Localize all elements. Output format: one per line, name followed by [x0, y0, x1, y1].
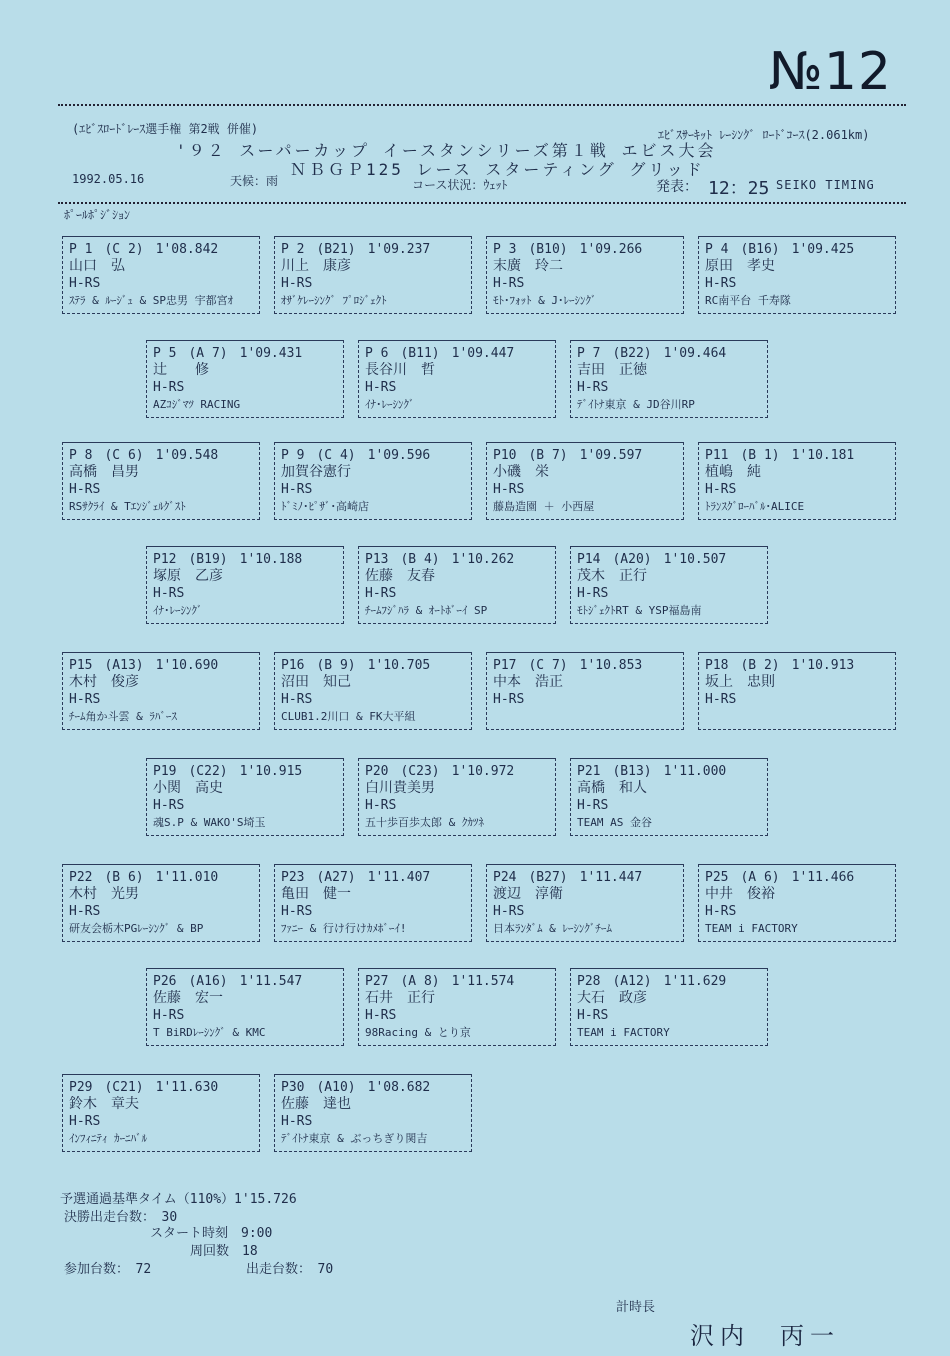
machine-class: H-RS	[69, 904, 101, 919]
grid-slot	[146, 340, 344, 418]
team-name: AZｺｼﾞﾏﾂ RACING	[153, 398, 241, 411]
rider-name: 末廣 玲二	[493, 258, 563, 274]
team-name: 研友会栃木PGﾚｰｼﾝｸﾞ & BP	[69, 922, 204, 935]
team-name: ﾄﾞﾐﾉ･ﾋﾟｻﾞ･高崎店	[281, 500, 369, 513]
grid-slot-header	[281, 447, 465, 464]
header-bottom-border	[58, 202, 906, 210]
announce-label: 発表：	[656, 179, 698, 195]
grid-slot-header	[153, 345, 337, 362]
grid-slot-header	[153, 973, 337, 990]
lap-time: 1'09.237	[367, 242, 431, 257]
grid-slot	[570, 546, 768, 624]
machine-class: H-RS	[705, 482, 737, 497]
lap-time: 1'09.597	[579, 448, 643, 463]
series-note: (ｴﾋﾞｽﾛｰﾄﾞﾚｰｽ選手権 第2戦 併催)	[72, 122, 259, 136]
grid-position: P25	[705, 870, 729, 885]
grid-position: P18	[705, 658, 729, 673]
machine-class: H-RS	[577, 380, 609, 395]
grid-position: P21	[577, 764, 601, 779]
grid-slot	[358, 546, 556, 624]
car-number: (B21)	[316, 242, 356, 257]
team-name: ﾁｰﾑﾌｼﾞﾊﾗ & ｵｰﾄﾎﾞｰｲ SP	[365, 604, 488, 617]
top-border	[58, 104, 906, 112]
lap-time: 1'09.548	[155, 448, 219, 463]
grid-slot	[274, 864, 472, 942]
rider-name: 山口 弘	[69, 258, 125, 274]
grid-slot-header	[153, 763, 337, 780]
grid-slot	[62, 442, 260, 520]
official-label: 計時長	[616, 1300, 656, 1315]
team-name: ﾄﾗﾝｽｸﾞﾛｰﾊﾞﾙ･ALICE	[705, 500, 805, 513]
car-number: (B 7)	[528, 448, 568, 463]
grid-slot	[486, 864, 684, 942]
rider-name: 原田 孝史	[705, 258, 775, 274]
rider-name: 茂木 正行	[577, 568, 647, 584]
lap-time: 1'10.181	[791, 448, 855, 463]
lap-time: 1'10.690	[155, 658, 219, 673]
car-number: (C 2)	[104, 242, 144, 257]
grid-slot-header	[705, 657, 889, 674]
grid-position: P11	[705, 448, 729, 463]
grid-slot	[698, 652, 896, 730]
timing-brand: SEIKO TIMING	[776, 178, 875, 192]
machine-class: H-RS	[281, 276, 313, 291]
grid-slot-header	[577, 345, 761, 362]
car-number: (B10)	[528, 242, 568, 257]
car-number: (A27)	[316, 870, 356, 885]
car-number: (A 6)	[740, 870, 780, 885]
grid-slot-header	[365, 551, 549, 568]
machine-class: H-RS	[281, 482, 313, 497]
rider-name: 吉田 正徳	[577, 362, 647, 378]
grid-slot-header	[365, 973, 549, 990]
grid-slot-header	[69, 657, 253, 674]
grid-slot	[62, 236, 260, 314]
machine-class: H-RS	[69, 276, 101, 291]
grid-slot	[570, 340, 768, 418]
lap-time: 1'09.266	[579, 242, 643, 257]
car-number: (B11)	[400, 346, 440, 361]
lap-time: 1'09.425	[791, 242, 855, 257]
lap-time: 1'10.705	[367, 658, 431, 673]
lap-time: 1'10.913	[791, 658, 855, 673]
machine-class: H-RS	[705, 276, 737, 291]
rider-name: 高橋 昌男	[69, 464, 139, 480]
rider-name: 佐藤 友春	[365, 568, 435, 584]
grid-position: P19	[153, 764, 177, 779]
machine-class: H-RS	[705, 904, 737, 919]
car-number: (C 6)	[104, 448, 144, 463]
grid-slot	[146, 546, 344, 624]
machine-class: H-RS	[365, 586, 397, 601]
machine-class: H-RS	[493, 482, 525, 497]
date: 1992.05.16	[72, 172, 145, 186]
rider-name: 植嶋 純	[705, 464, 761, 480]
rider-name: 白川貴美男	[365, 780, 435, 796]
car-number: (B 2)	[740, 658, 780, 673]
grid-slot-header	[69, 241, 253, 258]
machine-class: H-RS	[69, 482, 101, 497]
grid-slot-header	[493, 447, 677, 464]
grid-position: P 9	[281, 448, 305, 463]
pole-position-label: ﾎﾟｰﾙﾎﾟｼﾞｼｮﾝ	[64, 208, 131, 222]
lap-time: 1'08.682	[367, 1080, 431, 1095]
grid-slot-header	[493, 241, 677, 258]
lap-time: 1'11.407	[367, 870, 431, 885]
team-name: 日本ﾗﾝﾀﾞﾑ & ﾚｰｼﾝｸﾞﾁｰﾑ	[493, 922, 612, 935]
qualifying-cutoff: 予選通過基準タイム（110%）1'15.726	[60, 1192, 297, 1207]
machine-class: H-RS	[493, 276, 525, 291]
grid-slot	[62, 1074, 260, 1152]
rider-name: 長谷川 哲	[365, 362, 435, 378]
grid-position: P26	[153, 974, 177, 989]
car-number: (A20)	[612, 552, 652, 567]
lap-time: 1'08.842	[155, 242, 219, 257]
grid-position: P10	[493, 448, 517, 463]
team-name: ｲﾅ･ﾚｰｼﾝｸﾞ	[153, 604, 203, 617]
rider-name: 小磯 栄	[493, 464, 549, 480]
grid-slot	[62, 652, 260, 730]
lap-time: 1'09.596	[367, 448, 431, 463]
team-name: ﾃﾞｲﾄﾅ東京 & ぶっちぎり関吉	[281, 1132, 428, 1145]
machine-class: H-RS	[365, 798, 397, 813]
machine-class: H-RS	[281, 904, 313, 919]
document-number: №12	[768, 42, 892, 102]
grid-slot	[486, 236, 684, 314]
team-name: ｵｻﾞｹﾚｰｼﾝｸﾞ ﾌﾟﾛｼﾞｪｸﾄ	[281, 294, 387, 307]
grid-slot	[570, 968, 768, 1046]
machine-class: H-RS	[69, 692, 101, 707]
grid-slot	[358, 340, 556, 418]
machine-class: H-RS	[365, 1008, 397, 1023]
team-name: TEAM i FACTORY	[577, 1026, 670, 1039]
rider-name: 佐藤 達也	[281, 1096, 351, 1112]
grid-slot-header	[69, 869, 253, 886]
grid-slot	[486, 442, 684, 520]
car-number: (B27)	[528, 870, 568, 885]
grid-position: P 3	[493, 242, 517, 257]
grid-position: P20	[365, 764, 389, 779]
grid-slot-header	[493, 657, 677, 674]
lap-time: 1'10.853	[579, 658, 643, 673]
rider-name: 渡辺 淳衛	[493, 886, 563, 902]
team-name: RC南平台 千寿隊	[705, 294, 791, 307]
machine-class: H-RS	[577, 798, 609, 813]
grid-slot	[62, 864, 260, 942]
lap-time: 1'11.629	[663, 974, 727, 989]
grid-position: P13	[365, 552, 389, 567]
team-name: ﾁｰﾑ角か斗雲 & ﾗﾊﾞｰｽ	[69, 710, 177, 723]
lap-time: 1'11.630	[155, 1080, 219, 1095]
grid-position: P16	[281, 658, 305, 673]
team-name: ﾓﾄ･ﾌｫｯﾄ & J･ﾚｰｼﾝｸﾞ	[493, 294, 597, 307]
official-signature: 沢内 丙一	[690, 1322, 840, 1350]
team-name: ｲﾅ･ﾚｰｼﾝｸﾞ	[365, 398, 415, 411]
team-name: TEAM i FACTORY	[705, 922, 798, 935]
grid-position: P29	[69, 1080, 93, 1095]
grid-position: P30	[281, 1080, 305, 1095]
rider-name: 大石 政彦	[577, 990, 647, 1006]
car-number: (A13)	[104, 658, 144, 673]
machine-class: H-RS	[69, 1114, 101, 1129]
lap-time: 1'10.972	[451, 764, 515, 779]
car-number: (B16)	[740, 242, 780, 257]
weather: 天候：雨	[230, 174, 279, 188]
grid-position: P17	[493, 658, 517, 673]
lap-time: 1'11.466	[791, 870, 855, 885]
grid-slot-header	[281, 869, 465, 886]
grid-slot-header	[69, 1079, 253, 1096]
rider-name: 沼田 知己	[281, 674, 351, 690]
team-name: ﾌｧﾆｰ & 行け行けｶﾒﾎﾞｰｲ!	[281, 922, 407, 935]
circuit-note: ｴﾋﾞｽｻｰｷｯﾄ ﾚｰｼﾝｸﾞ ﾛｰﾄﾞｺｰｽ(2.061km)	[658, 128, 870, 142]
rider-name: 辻 修	[153, 362, 209, 378]
grid-slot	[698, 236, 896, 314]
grid-position: P27	[365, 974, 389, 989]
grid-slot-header	[365, 763, 549, 780]
announce-time: 12：25	[708, 178, 770, 199]
lap-time: 1'11.000	[663, 764, 727, 779]
machine-class: H-RS	[705, 692, 737, 707]
lap-time: 1'11.447	[579, 870, 643, 885]
rider-name: 石井 正行	[365, 990, 435, 1006]
team-name: 藤島造園 ＋ 小西屋	[493, 500, 595, 513]
lap-time: 1'10.915	[239, 764, 303, 779]
car-number: (B 9)	[316, 658, 356, 673]
rider-name: 木村 光男	[69, 886, 139, 902]
rider-name: 高橋 和人	[577, 780, 647, 796]
car-number: (B19)	[188, 552, 228, 567]
grid-position: P28	[577, 974, 601, 989]
grid-position: P 6	[365, 346, 389, 361]
grid-slot	[274, 652, 472, 730]
lap-time: 1'11.547	[239, 974, 303, 989]
lap-time: 1'10.188	[239, 552, 303, 567]
grid-position: P 8	[69, 448, 93, 463]
event-title: '９２ スーパーカップ イースタンシリーズ第１戦 エビス大会	[176, 141, 717, 160]
car-number: (C22)	[188, 764, 228, 779]
grid-position: P12	[153, 552, 177, 567]
car-number: (B13)	[612, 764, 652, 779]
grid-slot	[146, 968, 344, 1046]
grid-title: ＮＢＧＰ125 レース スターティング グリッド	[290, 160, 705, 179]
lap-time: 1'09.431	[239, 346, 303, 361]
team-name: ﾓﾄｼﾞｪｸﾄRT & YSP福島南	[577, 604, 702, 617]
grid-slot-header	[281, 241, 465, 258]
team-name: 五十歩百歩太郎 & ｸｶﾂﾈ	[365, 816, 484, 829]
machine-class: H-RS	[153, 380, 185, 395]
grid-slot	[146, 758, 344, 836]
rider-name: 川上 康彦	[281, 258, 351, 274]
grid-slot-header	[705, 241, 889, 258]
car-number: (B22)	[612, 346, 652, 361]
team-name: CLUB1.2川口 & FK大平組	[281, 710, 416, 723]
lap-time: 1'09.464	[663, 346, 727, 361]
rider-name: 小関 高史	[153, 780, 223, 796]
grid-slot	[358, 968, 556, 1046]
rider-name: 中井 俊裕	[705, 886, 775, 902]
rider-name: 亀田 健一	[281, 886, 351, 902]
rider-name: 中本 浩正	[493, 674, 563, 690]
course-status: コース状況：ｳｪｯﾄ	[412, 178, 508, 192]
grid-slot	[698, 864, 896, 942]
rider-name: 加賀谷憲行	[281, 464, 351, 480]
rider-name: 鈴木 章夫	[69, 1096, 139, 1112]
start-time: スタート時刻 9:00	[150, 1226, 273, 1241]
lap-time: 1'11.574	[451, 974, 515, 989]
grid-position: P 7	[577, 346, 601, 361]
rider-name: 佐藤 宏一	[153, 990, 223, 1006]
car-number: (A10)	[316, 1080, 356, 1095]
grid-slot-header	[705, 447, 889, 464]
grid-slot-header	[365, 345, 549, 362]
machine-class: H-RS	[493, 904, 525, 919]
grid-slot	[698, 442, 896, 520]
grid-position: P24	[493, 870, 517, 885]
grid-slot-header	[577, 973, 761, 990]
grid-slot	[570, 758, 768, 836]
machine-class: H-RS	[365, 380, 397, 395]
machine-class: H-RS	[153, 586, 185, 601]
grid-position: P 4	[705, 242, 729, 257]
grid-position: P15	[69, 658, 93, 673]
grid-position: P 2	[281, 242, 305, 257]
grid-slot-header	[493, 869, 677, 886]
team-name: T BiRDﾚｰｼﾝｸﾞ & KMC	[153, 1026, 266, 1039]
grid-slot-header	[281, 657, 465, 674]
team-name: ｽﾃﾗ & ﾙｰｼﾞｭ & SP忠男 宇都宮ｵ	[69, 294, 234, 307]
machine-class: H-RS	[577, 586, 609, 601]
finalists-count: 決勝出走台数： 30	[64, 1210, 178, 1225]
grid-slot-header	[153, 551, 337, 568]
grid-position: P22	[69, 870, 93, 885]
grid-slot	[274, 236, 472, 314]
grid-slot-header	[577, 763, 761, 780]
lap-time: 1'09.447	[451, 346, 515, 361]
rider-name: 塚原 乙彦	[153, 568, 223, 584]
grid-slot-header	[577, 551, 761, 568]
grid-position: P14	[577, 552, 601, 567]
laps: 周回数 18	[190, 1244, 258, 1259]
team-name: TEAM AS 金谷	[577, 816, 652, 829]
car-number: (C 7)	[528, 658, 568, 673]
machine-class: H-RS	[281, 1114, 313, 1129]
starters-count: 出走台数： 70	[246, 1262, 334, 1277]
machine-class: H-RS	[281, 692, 313, 707]
grid-position: P 5	[153, 346, 177, 361]
grid-slot-header	[705, 869, 889, 886]
machine-class: H-RS	[153, 798, 185, 813]
car-number: (B 6)	[104, 870, 144, 885]
lap-time: 1'11.010	[155, 870, 219, 885]
lap-time: 1'10.507	[663, 552, 727, 567]
team-name: 98Racing & とり京	[365, 1026, 471, 1039]
machine-class: H-RS	[577, 1008, 609, 1023]
rider-name: 坂上 忠則	[705, 674, 775, 690]
team-name: RSｻｸﾗｲ & Tｴﾝｼﾞｪﾙｸﾞｽﾄ	[69, 500, 186, 513]
car-number: (B 4)	[400, 552, 440, 567]
grid-slot	[358, 758, 556, 836]
car-number: (A 8)	[400, 974, 440, 989]
car-number: (C 4)	[316, 448, 356, 463]
car-number: (A16)	[188, 974, 228, 989]
team-name: ﾃﾞｲﾄﾅ東京 & JD谷川RP	[577, 398, 695, 411]
grid-slot	[274, 442, 472, 520]
machine-class: H-RS	[153, 1008, 185, 1023]
car-number: (B 1)	[740, 448, 780, 463]
grid-position: P 1	[69, 242, 93, 257]
grid-slot-header	[281, 1079, 465, 1096]
lap-time: 1'10.262	[451, 552, 515, 567]
grid-position: P23	[281, 870, 305, 885]
rider-name: 木村 俊彦	[69, 674, 139, 690]
grid-slot	[486, 652, 684, 730]
entries-count: 参加台数： 72	[64, 1262, 152, 1277]
grid-slot-header	[69, 447, 253, 464]
car-number: (A12)	[612, 974, 652, 989]
car-number: (C23)	[400, 764, 440, 779]
car-number: (A 7)	[188, 346, 228, 361]
team-name: ｲﾝﾌｨﾆﾃｨ ｶｰﾆﾊﾞﾙ	[69, 1132, 148, 1145]
team-name: 魂S.P & WAKO'S埼玉	[153, 816, 266, 829]
car-number: (C21)	[104, 1080, 144, 1095]
machine-class: H-RS	[493, 692, 525, 707]
grid-slot	[274, 1074, 472, 1152]
